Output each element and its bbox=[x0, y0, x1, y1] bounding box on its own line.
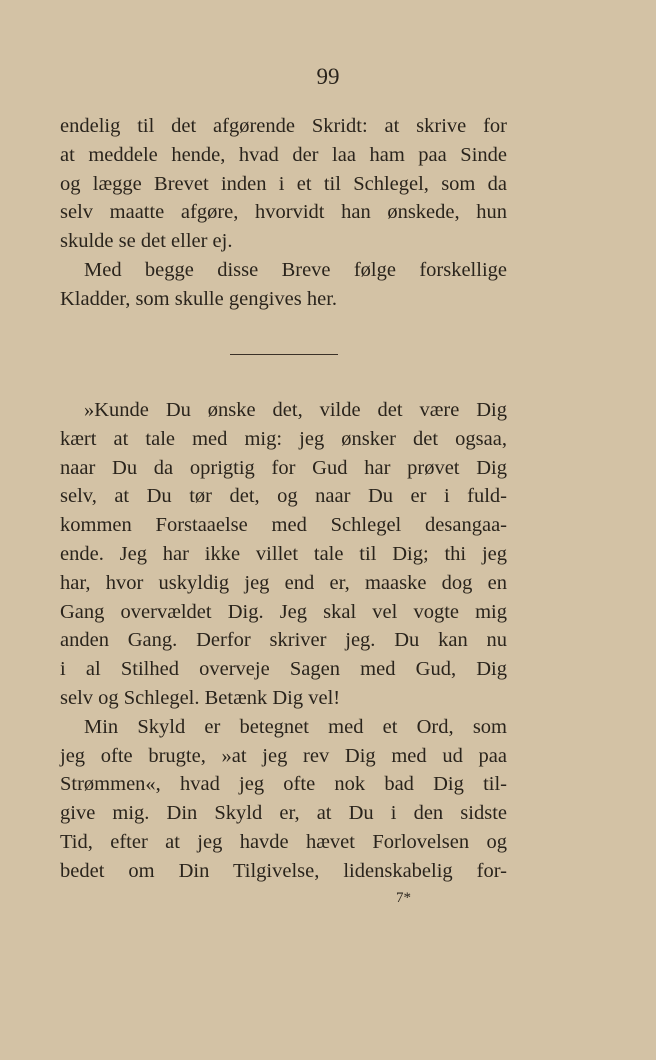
text-line: Kladder, som skulle gengives her. bbox=[60, 287, 338, 310]
letter-text bbox=[60, 396, 507, 886]
section-divider bbox=[230, 354, 338, 355]
text-line: at meddele hende, hvad der laa ham paa Sinde bbox=[60, 143, 507, 166]
text-line: selv maatte afgøre, hvorvidt han ønskede, hun bbox=[60, 201, 507, 224]
signature-mark: 7* bbox=[396, 890, 411, 906]
intro-text bbox=[60, 112, 507, 314]
text-line: ende. Jeg har ikke villet tale til Dig; thi jeg bbox=[60, 542, 507, 565]
text-line: Med begge disse Breve følge forskellige bbox=[84, 258, 507, 281]
text-line: give mig. Din Skyld er, at Du i den sidste bbox=[60, 802, 507, 825]
text-line: naar Du da oprigtig for Gud har prøvet Dig bbox=[60, 456, 507, 479]
text-line: jeg ofte brugte, »at jeg rev Dig med ud paa bbox=[60, 744, 507, 767]
text-line: Gang overvældet Dig. Jeg skal vel vogte mig bbox=[60, 600, 507, 623]
text-line: Min Skyld er betegnet med et Ord, som bbox=[84, 715, 507, 738]
page-number: 99 bbox=[316, 64, 340, 89]
text-line: kommen Forstaaelse med Schlegel desangaa- bbox=[60, 514, 507, 537]
text-line: har, hvor uskyldig jeg end er, maaske dog en bbox=[60, 571, 507, 594]
text-line: og lægge Brevet inden i et til Schlegel, som da bbox=[60, 172, 507, 195]
text-line: kært at tale med mig: jeg ønsker det ogsaa, bbox=[60, 427, 507, 450]
text-line: i al Stilhed overveje Sagen med Gud, Dig bbox=[60, 658, 507, 681]
text-line: anden Gang. Derfor skriver jeg. Du kan nu bbox=[60, 629, 507, 652]
text-line: skulde se det eller ej. bbox=[60, 230, 233, 253]
text-line: bedet om Din Tilgivelse, lidenskabelig for- bbox=[60, 859, 507, 882]
text-line: Strømmen«, hvad jeg ofte nok bad Dig til- bbox=[60, 773, 507, 796]
text-line: endelig til det afgørende Skridt: at skrive for bbox=[60, 115, 507, 137]
text-line: selv og Schlegel. Betænk Dig vel! bbox=[60, 686, 341, 709]
text-line: Tid, efter at jeg havde hævet Forlovelsen og bbox=[60, 830, 507, 853]
text-line: »Kunde Du ønske det, vilde det være Dig bbox=[84, 399, 507, 421]
text-line: selv, at Du tør det, og naar Du er i fuld- bbox=[60, 485, 507, 508]
